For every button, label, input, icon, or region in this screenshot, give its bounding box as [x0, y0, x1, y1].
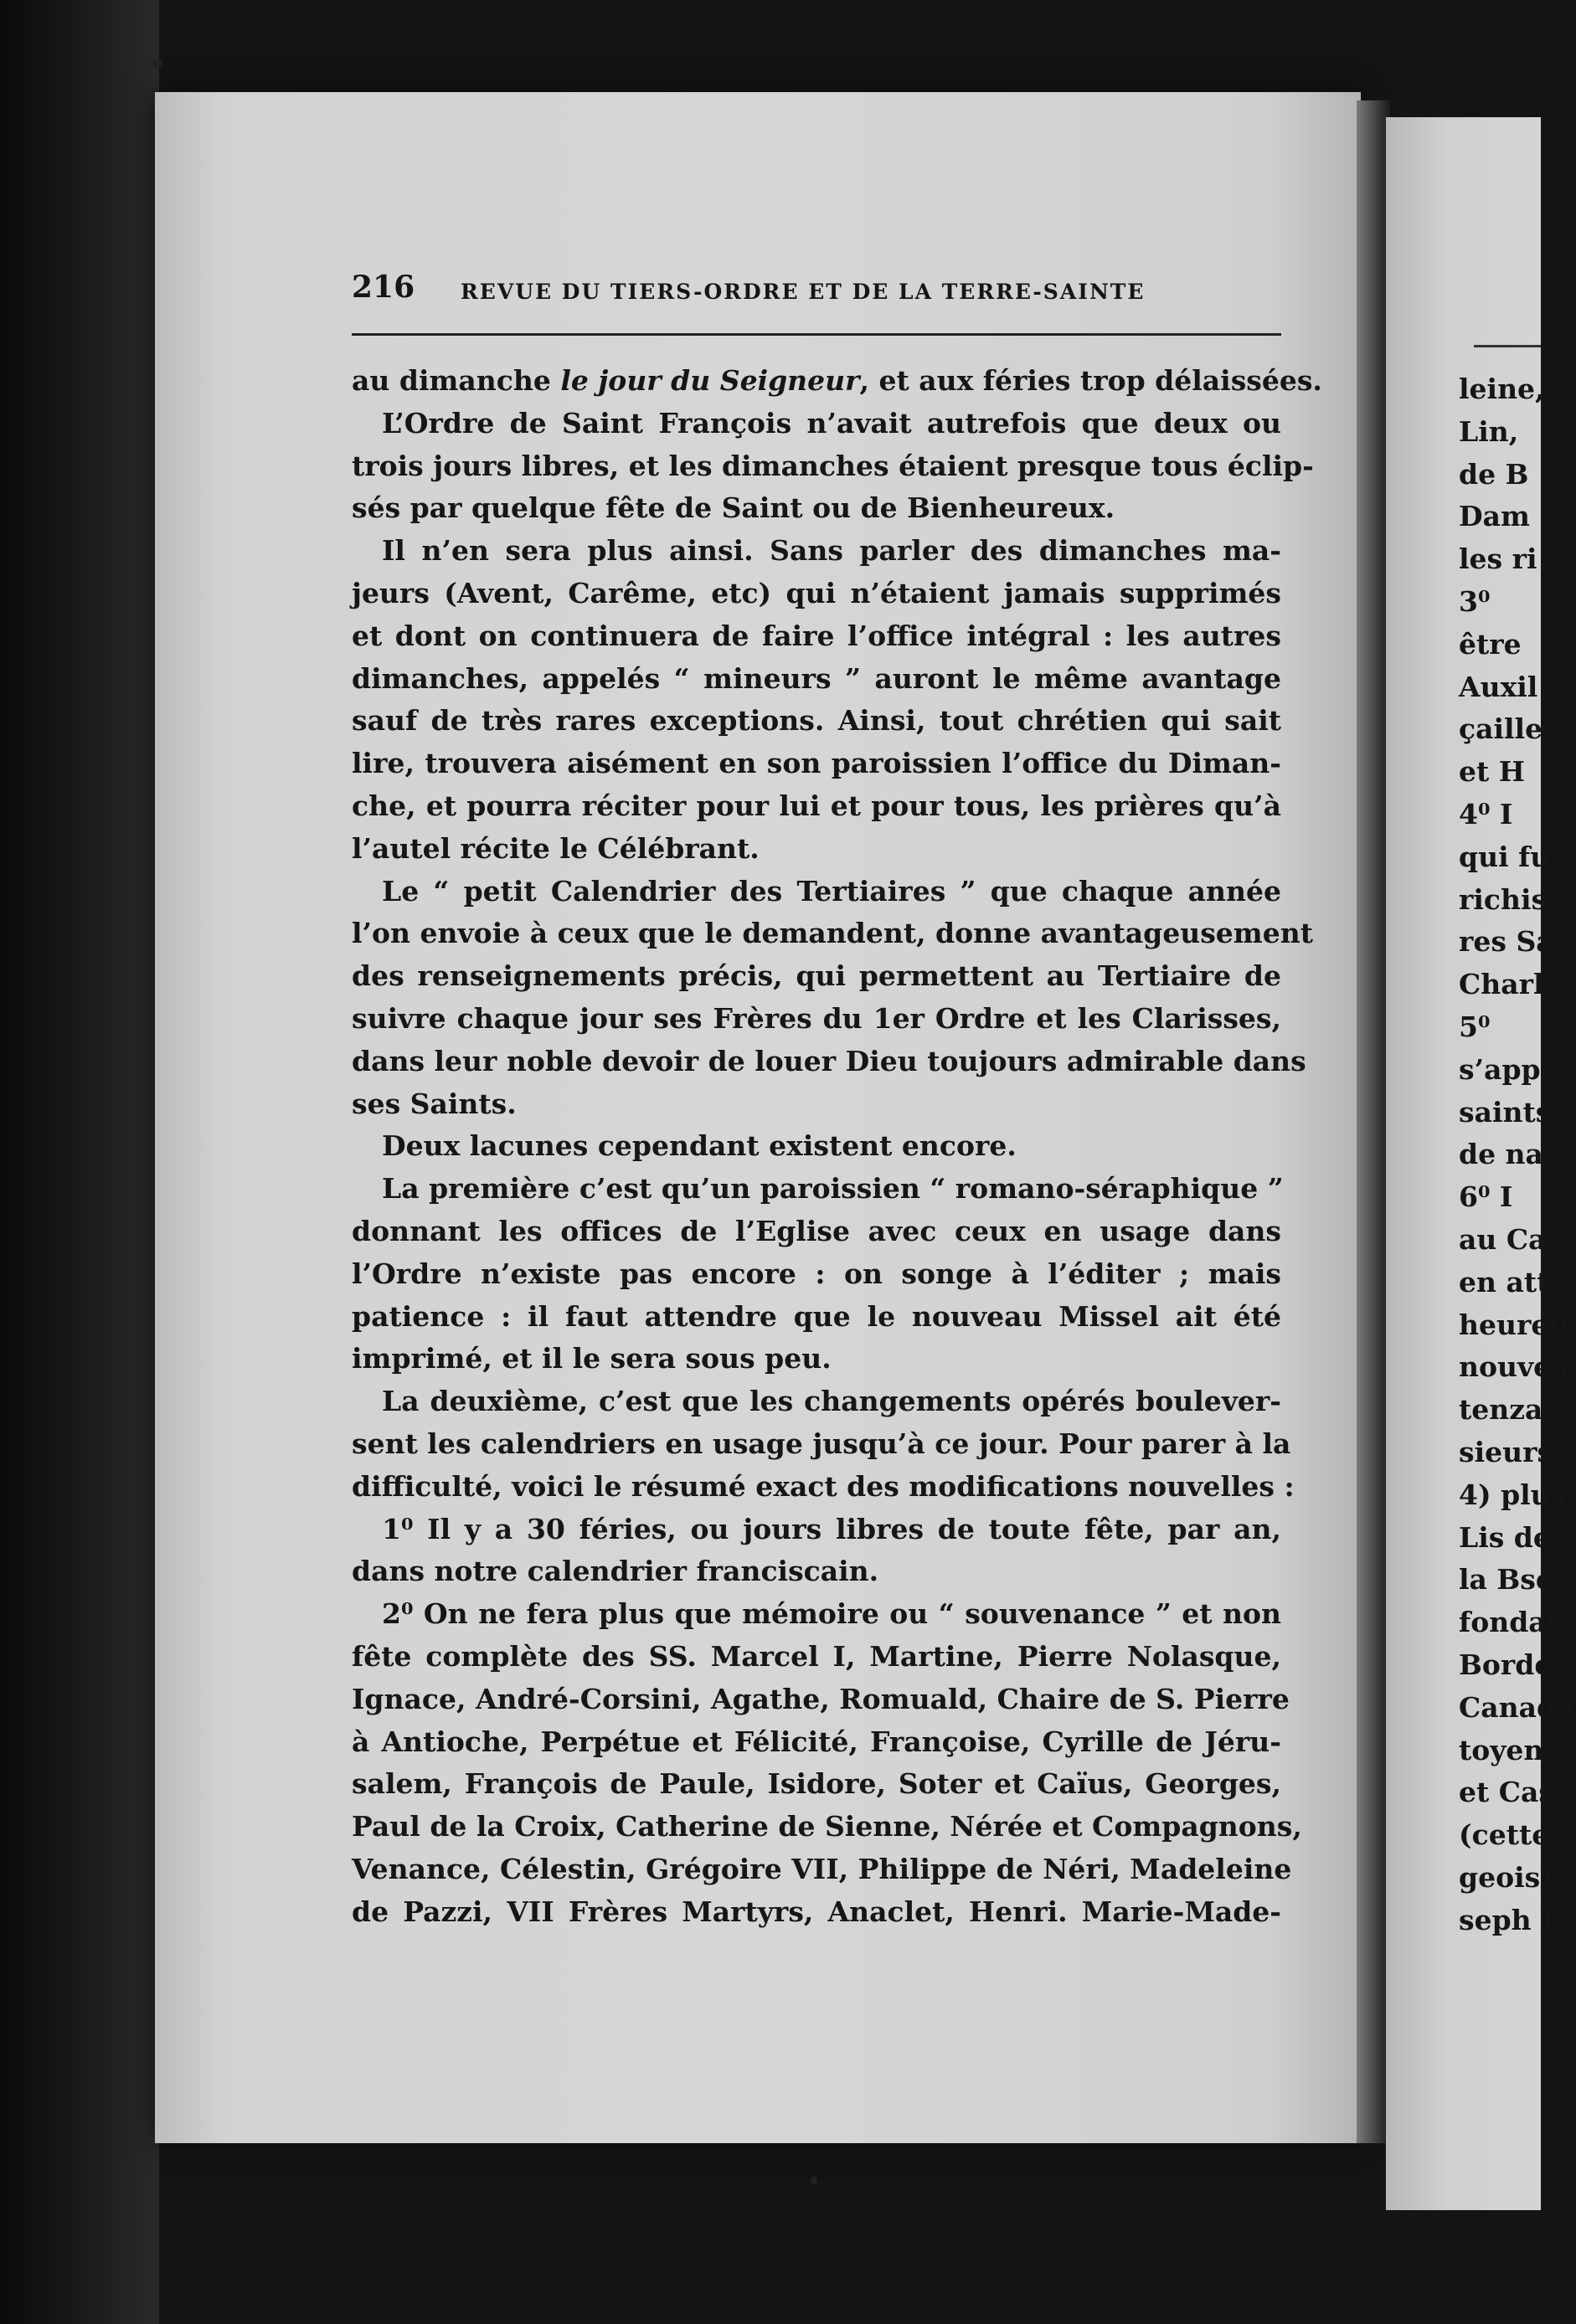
text-line [352, 955, 1281, 998]
right-page-line: les ri [1459, 542, 1537, 576]
text-segment: à Antioche, Perpétue et Félicité, Françoise, Cyrille de Jéru- [352, 1725, 1281, 1758]
right-page-line: Charl [1459, 968, 1544, 1001]
text-segment: Paul de la Croix, Catherine de Sienne, Nérée et Compagnons, [352, 1810, 1302, 1843]
right-page-line: saints [1459, 1095, 1552, 1129]
text-line [352, 913, 1313, 955]
text-segment: Ignace, André-Corsini, Agathe, Romuald, Chaire de S. Pierre [352, 1682, 1290, 1715]
right-page-line: 4) plus [1459, 1478, 1567, 1511]
text-line [352, 1125, 1281, 1168]
right-page-line: tenza, [1459, 1393, 1553, 1427]
text-line [352, 1381, 1281, 1423]
right-page-line: de B [1459, 457, 1529, 491]
text-line [352, 1848, 1292, 1891]
text-segment: jeurs (Avent, Carême, etc) qui n’étaient jamais supprimés [352, 576, 1281, 609]
text-line [352, 1083, 1281, 1126]
text-line [352, 1806, 1302, 1848]
text-segment: sauf de très rares exceptions. Ainsi, tout chrétien qui sait [352, 704, 1281, 738]
right-page-line: être [1459, 627, 1522, 661]
right-page-line: çaille [1459, 712, 1543, 746]
dust-speck [811, 2177, 817, 2185]
text-line [352, 700, 1281, 743]
text-segment: et dont on continuera de faire l’office intégral : les autres [352, 619, 1281, 652]
body-text [352, 360, 1322, 1933]
text-line [352, 1168, 1284, 1211]
text-line [352, 615, 1281, 658]
text-line [352, 998, 1281, 1041]
text-segment: de Pazzi, VII Frères Martyrs, Anaclet, Henri. Marie-Made- [352, 1895, 1281, 1928]
text-segment: fête complète des SS. Marcel I, Martine, Pierre Nolasque, [352, 1639, 1281, 1673]
text-segment: lire, trouvera aisément en son paroissien l’office du Diman- [352, 747, 1281, 780]
text-segment: difficulté, voici le résumé exact des modifications nouvelles : [352, 1469, 1295, 1503]
text-segment: sent les calendriers en usage jusqu’à ce jour. Pour parer à la [352, 1427, 1291, 1460]
text-segment: che, et pourra réciter pour lui et pour tous, les prières qu’à [352, 789, 1281, 822]
right-page-line: en att [1459, 1265, 1550, 1298]
text-segment: trois jours libres, et les dimanches étaient presque tous éclip- [352, 449, 1314, 482]
text-segment: dans leur noble devoir de louer Dieu toujours admirable dans [352, 1044, 1306, 1077]
text-segment: patience : il faut attendre que le nouveau Missel ait été [352, 1299, 1281, 1333]
text-segment: 2⁰ On ne fera plus que mémoire ou “ souvenance ” et non [382, 1597, 1281, 1631]
text-line [352, 871, 1281, 913]
text-line [352, 1338, 1281, 1381]
text-segment: sés par quelque fête de Saint ou de Bienheureux. [352, 491, 1115, 525]
text-line [352, 743, 1281, 785]
right-page-line: 4⁰ I [1459, 797, 1513, 830]
text-line [352, 360, 1322, 403]
text-segment: La deuxième, c’est que les changements opérés boulever- [382, 1385, 1281, 1418]
right-page-header-rule [1474, 345, 1541, 347]
right-page-line: Bordea [1459, 1648, 1570, 1681]
text-segment: Venance, Célestin, Grégoire VII, Philippe de Néri, Madeleine [352, 1852, 1292, 1885]
text-line [352, 403, 1281, 445]
text-segment: salem, François de Paule, Isidore, Soter et Caïus, Georges, [352, 1767, 1281, 1801]
text-segment: suivre chaque jour ses Frères du 1er Ordre et les Clarisses, [352, 1001, 1281, 1035]
text-line [352, 1763, 1281, 1806]
text-line [352, 1041, 1306, 1083]
text-line [352, 785, 1281, 828]
text-line [352, 1466, 1295, 1509]
text-line [352, 1211, 1281, 1253]
right-page-line: s’appr [1459, 1052, 1555, 1086]
text-line [352, 530, 1281, 573]
right-page-line: (cette c [1459, 1818, 1576, 1852]
right-page-line: res Sa [1459, 925, 1554, 959]
text-segment: l’autel récite le Célébrant. [352, 831, 760, 865]
right-page-line: sieurs [1459, 1435, 1553, 1468]
text-segment: dimanches, appelés “ mineurs ” auront le même avantage [352, 661, 1281, 695]
right-page-line: seph L [1459, 1903, 1561, 1936]
right-page-text [1459, 368, 1576, 1941]
page-number: 216 [352, 270, 415, 305]
text-segment: L’Ordre de Saint François n’avait autrefois que deux ou [382, 406, 1281, 440]
right-page-line: nouvea [1459, 1350, 1569, 1384]
right-page-line: et H [1459, 755, 1525, 789]
text-line [352, 445, 1314, 488]
text-segment: Deux lacunes cependant existent encore. [382, 1129, 1017, 1163]
right-page-line: 6⁰ I [1459, 1180, 1513, 1214]
text-segment: La première c’est qu’un paroissien “ romano-séraphique ” [382, 1172, 1284, 1206]
right-page-line: toyens [1459, 1733, 1559, 1766]
right-page-line: Lis de [1459, 1520, 1551, 1554]
text-line [352, 1636, 1281, 1679]
right-page-line: fondatr [1459, 1606, 1574, 1639]
text-segment: donnant les offices de l’Eglise avec ceux en usage dans [352, 1214, 1281, 1247]
right-page-line: 5⁰ [1459, 1010, 1491, 1043]
right-page-line: et Cass [1459, 1776, 1570, 1809]
text-line [352, 828, 1281, 871]
text-segment: au dimanche [352, 364, 561, 397]
right-page-line: Canada [1459, 1690, 1574, 1724]
right-page-line: de na [1459, 1138, 1543, 1171]
text-segment: 1⁰ Il y a 30 féries, ou jours libres de toute fête, par an, [382, 1512, 1281, 1545]
book-gutter [1357, 100, 1390, 2143]
running-title: REVUE DU TIERS-ORDRE ET DE LA TERRE-SAINTE [461, 280, 1146, 304]
text-line [352, 658, 1281, 701]
text-segment: des renseignements précis, qui permettent au Tertiaire de [352, 959, 1281, 993]
text-segment: l’Ordre n’existe pas encore : on songe à l’éditer ; mais [352, 1257, 1281, 1290]
text-line [352, 1593, 1281, 1636]
text-line [352, 1423, 1291, 1466]
right-page-line: qui fu [1459, 840, 1551, 873]
right-page-line: leine, [1459, 373, 1545, 405]
right-page-line: 3⁰ [1459, 584, 1491, 618]
text-segment: l’on envoie à ceux que le demandent, donne avantageusement [352, 917, 1313, 950]
text-segment: Il n’en sera plus ainsi. Sans parler des dimanches ma- [382, 534, 1281, 568]
text-line [352, 1550, 1281, 1593]
text-segment: dans notre calendrier franciscain. [352, 1555, 879, 1588]
text-line [352, 1891, 1281, 1934]
right-page-line: heureu [1459, 1308, 1569, 1341]
dust-speck [151, 59, 162, 67]
running-header [352, 270, 1281, 320]
text-segment: ses Saints. [352, 1087, 517, 1120]
text-segment: Le “ petit Calendrier des Tertiaires ” que chaque année [382, 874, 1281, 907]
right-page-line: Dam [1459, 500, 1530, 533]
text-line [352, 1509, 1281, 1551]
right-page-line: la Bse [1459, 1563, 1553, 1596]
italic-text: le jour du Seigneur [560, 364, 860, 397]
text-segment: , et aux féries trop délaissées. [859, 364, 1322, 397]
text-line [352, 1296, 1281, 1339]
right-page-line: Lin, [1459, 414, 1519, 448]
scanner-shadow [0, 0, 159, 2324]
text-line [352, 1679, 1290, 1721]
text-line [352, 487, 1281, 530]
header-rule [352, 333, 1281, 336]
right-page-line: au Ca [1459, 1222, 1547, 1256]
text-line [352, 1721, 1281, 1764]
right-page-line: richis [1459, 882, 1548, 916]
right-page-line: Auxil [1459, 670, 1538, 703]
text-line [352, 573, 1281, 615]
right-page-line: geois) ; [1459, 1860, 1573, 1894]
text-segment: imprimé, et il le sera sous peu. [352, 1342, 832, 1375]
text-line [352, 1253, 1281, 1296]
